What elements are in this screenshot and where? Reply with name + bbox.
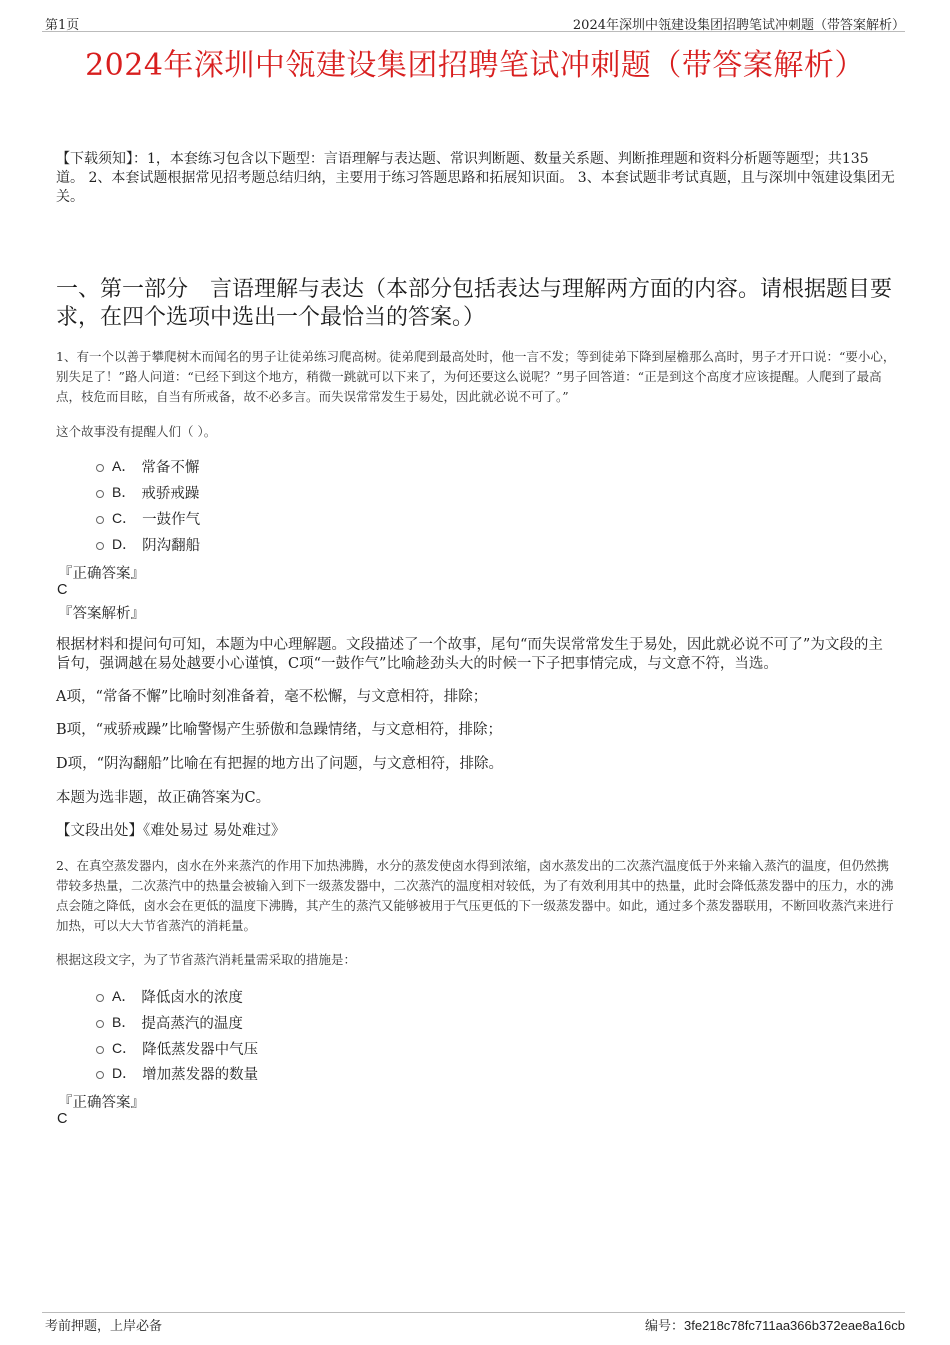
option-letter: C． [112, 510, 137, 526]
radio-icon[interactable] [96, 994, 104, 1002]
question-1-source: 【文段出处】《难处易过 易处难过》 [56, 823, 286, 839]
option-letter: D． [112, 536, 137, 552]
option-text: 阴沟翻船 [142, 537, 201, 554]
question-1-option-d[interactable] [96, 534, 200, 554]
page-number: 第1页 [45, 18, 80, 33]
footer-code-value: 3fe218c78fc711aa366b372eae8a16cb [684, 1318, 905, 1333]
question-1-option-a[interactable] [96, 456, 199, 476]
question-2-answer: C [57, 1111, 68, 1127]
option-letter: D． [112, 1065, 137, 1081]
radio-icon[interactable] [96, 516, 104, 524]
question-2-answer-label: 『正确答案』 [58, 1095, 145, 1111]
radio-icon[interactable] [96, 1071, 104, 1079]
question-1-note-b: B项，“戒骄戒躁”比喻警惕产生骄傲和急躁情绪，与文意相符，排除； [56, 722, 502, 738]
option-text: 提高蒸汽的温度 [141, 1015, 243, 1032]
footer-divider [42, 1312, 905, 1313]
running-header-title: 2024年深圳中瓴建设集团招聘笔试冲刺题（带答案解析） [572, 18, 905, 33]
question-1-answer-label: 『正确答案』 [58, 566, 145, 582]
option-letter: A． [112, 988, 136, 1004]
option-text: 一鼓作气 [142, 511, 201, 528]
option-letter: C． [112, 1040, 137, 1056]
document-title: 2024年深圳中瓴建设集团招聘笔试冲刺题（带答案解析） [85, 48, 865, 83]
question-2-option-c[interactable] [96, 1038, 258, 1058]
radio-icon[interactable] [96, 1046, 104, 1054]
option-letter: B． [112, 484, 136, 500]
radio-icon[interactable] [96, 1020, 104, 1028]
option-text: 常备不懈 [141, 459, 200, 476]
option-text: 降低蒸发器中气压 [142, 1041, 259, 1058]
option-text: 降低卤水的浓度 [141, 989, 243, 1006]
question-1-text: 1、有一个以善于攀爬树木而闻名的男子让徒弟练习爬高树。徒弟爬到最高处时，他一言不发；等到徒弟下降到屋檐那么高时，男子才开口说：“要小心，别失足了！”路人问道：“已经下到这个地方，稍微一跳就可以下来了，为何还要这么说呢？”男子回答道：“正是到这个高度才应该提醒。人爬到了最高点，枝危而目眩，自当有所戒备，故不必多言。而失误常常发生于易处，因此就必说不可了。” [56, 349, 896, 404]
question-1-note-d: D项，“阴沟翻船”比喻在有把握的地方出了问题，与文意相符，排除。 [56, 756, 503, 772]
option-text: 戒骄戒躁 [141, 485, 200, 502]
download-notice: 【下载须知】：1，本套练习包含以下题型：言语理解与表达题、常识判断题、数量关系题、判断推理题和资料分析题等题型；共135道。 2、本套试题根据常见招考题总结归纳，主要用于练习答题思路和拓展知识面。 3、本套试题非考试真题，且与深圳中瓴建设集团无关。 [56, 151, 895, 205]
question-2-prompt: 根据这段文字，为了节省蒸汽消耗量需采取的措施是： [56, 952, 357, 967]
footer-code-label: 编号： [645, 1319, 685, 1334]
header-divider [42, 31, 905, 32]
question-1-analysis: 根据材料和提问句可知，本题为中心理解题。文段描述了一个故事，尾句“而失误常常发生于易处，因此就必说不可了”为文段的主旨句，强调越在易处越要小心谨慎，C项“一鼓作气”比喻趁劲头大的时候一下子把事情完成，与文意不符，当选。 [56, 637, 883, 672]
radio-icon[interactable] [96, 464, 104, 472]
option-letter: A． [112, 458, 136, 474]
radio-icon[interactable] [96, 542, 104, 550]
question-1-note-a: A项，“常备不懈”比喻时刻准备着，毫不松懈，与文意相符，排除； [56, 689, 488, 705]
footer-slogan: 考前押题，上岸必备 [45, 1319, 163, 1334]
option-letter: B． [112, 1014, 136, 1030]
question-2-option-a[interactable] [96, 986, 243, 1006]
question-1-answer: C [57, 582, 68, 598]
question-1-option-b[interactable] [96, 482, 199, 502]
question-1-option-c[interactable] [96, 508, 200, 528]
question-1-prompt: 这个故事没有提醒人们（ ）。 [56, 424, 217, 439]
option-text: 增加蒸发器的数量 [142, 1066, 259, 1083]
question-1-analysis-label: 『答案解析』 [58, 606, 145, 622]
question-2-option-b[interactable] [96, 1012, 243, 1032]
question-2-text: 2、在真空蒸发器内，卤水在外来蒸汽的作用下加热沸腾，水分的蒸发使卤水得到浓缩，卤水蒸发出的二次蒸汽温度低于外来输入蒸汽的温度，但仍然携带较多热量，二次蒸汽中的热量会被输入到下一级蒸发器中，二次蒸汽的温度相对较低，为了有效利用其中的热量，此时会降低蒸发器中的压力，水的沸点会随之降低，卤水会在更低的温度下沸腾，其产生的蒸汽又能够被用于气压更低的下一级蒸发器中。如此，通过多个蒸发器联用，不断回收蒸汽来进行加热，可以大大节省蒸汽的消耗量。 [56, 858, 894, 933]
section-heading: 一、第一部分 言语理解与表达（本部分包括表达与理解两方面的内容。请根据题目要求，在四个选项中选出一个最恰当的答案。） [56, 277, 893, 330]
footer-code [645, 1315, 905, 1334]
question-1-conclusion: 本题为选非题，故正确答案为C。 [56, 790, 271, 806]
question-2-option-d[interactable] [96, 1063, 258, 1083]
radio-icon[interactable] [96, 490, 104, 498]
